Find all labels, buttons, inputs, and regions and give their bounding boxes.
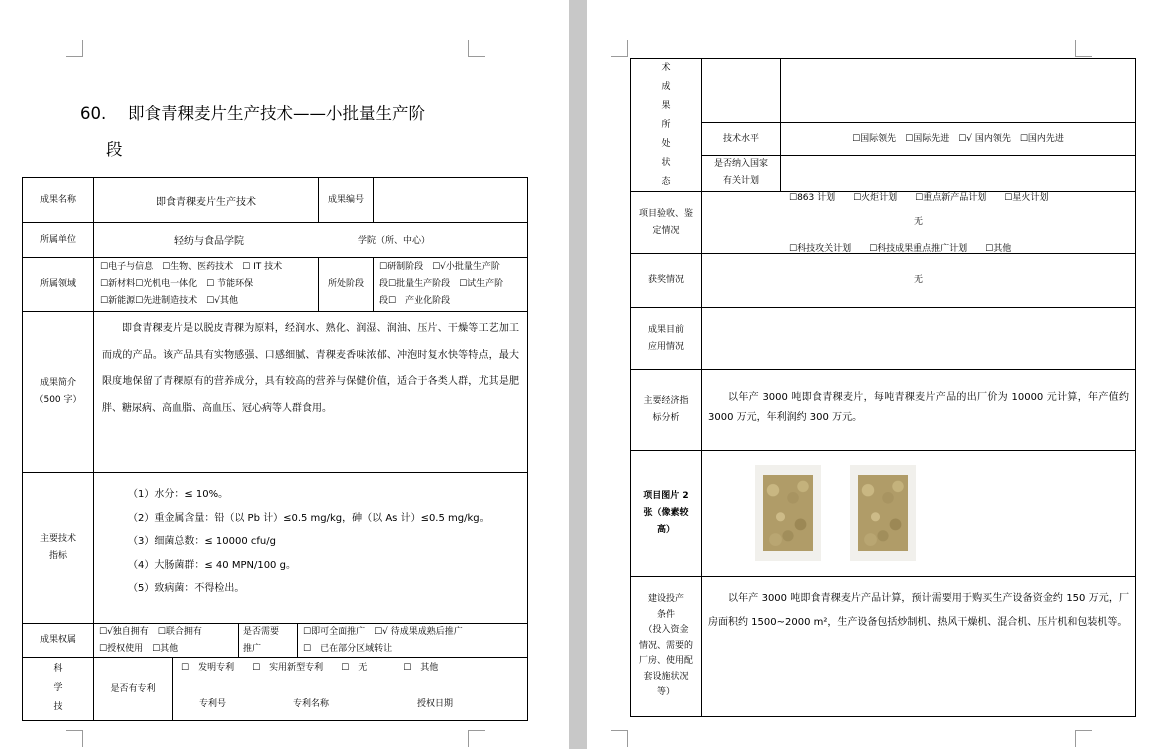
intro-label-2: （500 字） [34,395,82,405]
plan-line-1: ☐863 计划 ☐火炬计划 ☐重点新产品计划 ☐星火计划 [789,193,1049,203]
photos-cell [701,450,1136,577]
value-application [701,307,1136,370]
label-tech-level: 技术水平 [701,122,781,156]
label-application [630,307,702,370]
investment-label-line: 套设施状况 [643,671,689,682]
value-plan [780,155,1136,254]
plan-line-2: ☐科技攻关计划 ☐科技成果重点推广计划 ☐其他 [789,244,1012,254]
document-page-left [0,0,569,749]
plan-label-1: 是否纳入国家 [713,159,768,169]
specs-list [93,472,528,624]
value-unit-cell [93,222,528,258]
page-gutter [569,0,587,749]
status-char: 态 [661,177,671,187]
economics-label-2: 标分析 [652,413,680,423]
label-specs [22,472,94,624]
section-number: 60. [80,104,107,123]
patent-name-header: 专利名称 [293,699,330,709]
investment-label-line: 情况、需要的 [638,640,693,651]
spec-item: （2）重金属含量：铅（以 Pb 计）≤0.5 mg/kg，砷（以 As 计）≤0.5 mg/kg。 [128,512,490,524]
investment-label-line: 条件 [656,609,675,620]
economics-label-1: 主要经济指 [643,396,689,406]
crop-mark [66,730,83,747]
investment-label-line: 等） [656,687,675,698]
spec-item: （4）大肠菌群：≤ 40 MPN/100 g。 [128,559,296,571]
patent-number-header: 专利号 [199,699,227,709]
product-photo-2[interactable] [850,465,916,561]
value-unit: 轻纺与食品学院 [174,236,244,247]
label-stage: 所处阶段 [318,257,374,312]
status-char: 状 [661,158,671,168]
patent-date-header: 授权日期 [417,699,454,709]
crop-mark [611,40,628,57]
label-acceptance [630,191,702,254]
economics-text: 以年产 3000 吨即食青稞麦片，每吨青稞麦片产品的出厂价为 10000 元计算，年产值约 3000 万元，年利润约 300 万元。 [701,369,1136,451]
promo-label-2: 推广 [243,644,262,654]
blank-cell [701,58,781,123]
spec-item: （3）细菌总数：≤ 10000 cfu/g [128,536,276,547]
label-promo [238,623,298,658]
label-award: 获奖情况 [630,253,702,308]
field-line-1: ☐电子与信息 ☐生物、医药技术 ☐ IT 技术 [100,262,283,272]
sci-char: 技 [53,702,63,712]
value-award: 无 [701,253,1136,308]
label-rights: 成果权属 [22,623,94,658]
value-promo [297,623,528,658]
acceptance-label-2: 定情况 [652,225,680,236]
crop-mark [66,40,83,57]
status-char: 所 [661,120,671,130]
crop-mark [468,730,485,747]
crop-mark [1075,40,1092,57]
photos-label-1: 项目图片 2 [643,491,689,501]
label-sci [22,657,94,721]
photos-label-2: 张（像素较 [643,508,689,518]
label-photos [630,450,702,577]
rights-line-2: ☐授权使用 ☐其他 [99,644,179,654]
status-char: 成 [661,82,671,92]
title-line-2: 段 [106,140,123,159]
label-intro [22,311,94,473]
crop-mark [611,730,628,747]
sci-char: 科 [53,664,63,674]
stage-line-1: ☐研制阶段 ☐√小批量生产阶 [379,262,500,272]
rights-line-1: ☐√独自拥有 ☐联合拥有 [99,627,202,637]
investment-label-line: 厂房、使用配 [638,656,693,667]
label-tech-status [630,58,702,192]
photos-label-3: 高） [656,525,675,535]
specs-label-1: 主要技术 [39,534,76,544]
application-label-2: 应用情况 [647,341,684,352]
label-investment [630,576,702,717]
plan-label-2: 有关计划 [722,176,759,186]
crop-mark [468,40,485,57]
field-line-3: ☐新能源☐先进制造技术 ☐√其他 [100,296,238,306]
value-name: 即食青稞麦片生产技术 [93,177,319,223]
status-char: 处 [661,139,671,149]
promo-line-2: ☐ 已在部分区域转让 [303,644,393,654]
product-photo-1[interactable] [755,465,821,561]
investment-label-line: （投入资金 [643,625,689,636]
label-economics [630,369,702,451]
section-title [80,96,500,168]
label-patent: 是否有专利 [93,657,173,721]
acceptance-label-1: 项目验收、鉴 [638,208,693,219]
label-name: 成果名称 [22,177,94,223]
value-rights [93,623,239,658]
stage-line-2: 段☐批量生产阶段 ☐试生产阶 [379,279,504,289]
label-plan [701,155,781,192]
label-unit: 所属单位 [22,222,94,258]
intro-label-1: 成果简介 [39,378,76,388]
sci-char: 学 [53,683,63,693]
stage-line-3: 段☐ 产业化阶段 [379,296,451,306]
blank-cell [780,58,1136,123]
title-line-1: 即食青稞麦片生产技术——小批量生产阶 [128,104,425,123]
specs-label-2: 指标 [48,551,67,561]
status-char: 术 [661,63,671,73]
value-stage [373,257,528,312]
label-field: 所属领域 [22,257,94,312]
value-field [93,257,319,312]
document-page-right [587,0,1157,749]
value-code [373,177,528,223]
spec-item: （5）致病菌：不得检出。 [128,583,245,594]
status-char: 果 [661,101,671,111]
investment-label-line: 建设投产 [647,594,684,605]
spec-item: （1）水分：≤ 10%。 [128,489,229,500]
promo-line-1: ☐即可全面推广 ☐√ 待成果成熟后推广 [303,627,463,637]
investment-text: 以年产 3000 吨即食青稞麦片产品计算，预计需要用于购买生产设备资金约 150 万元，厂房面积约 1500~2000 m²，生产设备包括炒制机、热风干燥机、混合机、压片机和包装机等。 [701,576,1136,717]
patent-options: ☐ 发明专利 ☐ 实用新型专利 ☐ 无 ☐ 其他 [181,663,439,673]
label-code: 成果编号 [318,177,374,223]
value-tech-level: ☐国际领先 ☐国际先进 ☐√ 国内领先 ☐国内先进 [780,122,1136,156]
value-patent [172,657,528,721]
field-line-2: ☐新材料☐光机电一体化 ☐ 节能环保 [100,279,254,289]
promo-label-1: 是否需要 [243,627,280,637]
unit-suffix: 学院（所、中心） [358,236,431,246]
intro-text: 即食青稞麦片是以脱皮青稞为原料，经润水、熟化、润湿、润油、压片、干燥等工艺加工而成的产品。该产品具有实物感强、口感细腻、青稞麦香味浓郁、冲泡时复水快等特点，最大限度地保留了青稞原有的营养成分，具有较高的营养与保健价值，适合于各类人群，尤其是肥胖、糖尿病、高血脂、高血压、冠心病等人群食用。 [93,311,528,473]
crop-mark [1075,730,1092,747]
application-label-1: 成果目前 [647,324,684,335]
value-acceptance: 无 [701,191,1136,254]
